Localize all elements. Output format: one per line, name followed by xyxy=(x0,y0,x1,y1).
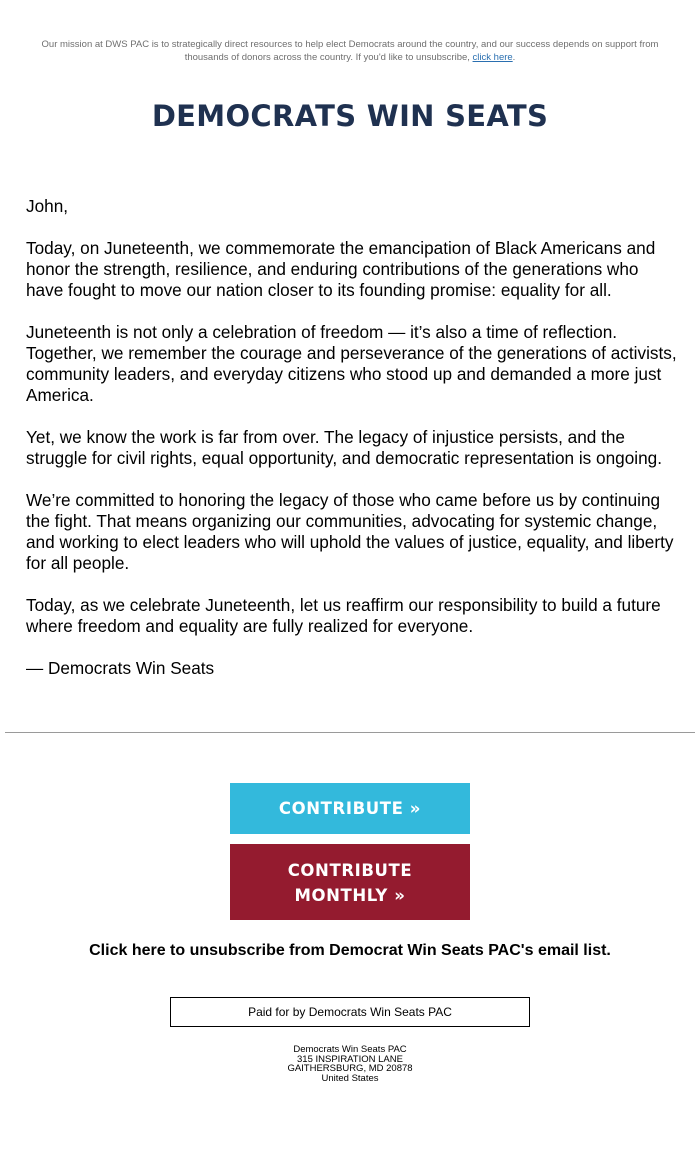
unsubscribe-footer-link[interactable]: Click here to unsubscribe from Democrat Win Seats PAC's email list. xyxy=(89,942,611,959)
address-line-2: 315 INSPIRATION LANE xyxy=(297,1053,403,1065)
paragraph-4: We’re committed to honoring the legacy of those who came before us by continuing the fight. That means organizing our communities, advocating for systemic change, and working to elect leaders who will uphold the values of justice, equality, and liberty for all people. xyxy=(26,490,674,573)
greeting: John, xyxy=(26,196,69,216)
preheader-trailing: . xyxy=(512,52,516,63)
address-line-1: Democrats Win Seats PAC xyxy=(293,1044,407,1055)
address-line-3: GAITHERSBURG, MD 20878 xyxy=(287,1063,413,1074)
contribute-monthly-label-line2: MONTHLY » xyxy=(294,886,406,905)
logo: DEMOCRATS WIN SEATS xyxy=(151,99,549,133)
divider xyxy=(5,732,695,733)
signature: — Democrats Win Seats xyxy=(26,658,215,678)
contribute-button[interactable]: CONTRIBUTE » xyxy=(230,783,470,834)
paid-for-box: Paid for by Democrats Win Seats PAC xyxy=(170,997,530,1027)
paragraph-2: Juneteenth is not only a celebration of freedom — it’s also a time of reflection. Together, we remember the courage and perseverance of the generations of activists, community leaders, and everyday citizens who stood up and demanded a more just America. xyxy=(26,322,677,405)
address-line-4: United States xyxy=(321,1072,379,1084)
preheader-text xyxy=(40,38,660,64)
mailing-address xyxy=(0,1045,700,1083)
paragraph-3: Yet, we know the work is far from over. The legacy of injustice persists, and the struggle for civil rights, equal opportunity, and democratic representation is ongoing. xyxy=(26,427,662,468)
paragraph-1: Today, on Juneteenth, we commemorate the emancipation of Black Americans and honor the strength, resilience, and enduring contributions of the generations who have fought to move our nation closer to its founding promise: equality for all. xyxy=(26,238,656,300)
contribute-monthly-button[interactable] xyxy=(230,844,470,920)
unsubscribe-link[interactable]: click here xyxy=(472,52,513,63)
letter-body xyxy=(26,196,678,700)
preheader-message: Our mission at DWS PAC is to strategically direct resources to help elect Democrats around the country, and our success depends on support from thousands of donors across the country. If you'd like to unsubscribe, xyxy=(41,39,659,63)
contribute-monthly-label-line1: CONTRIBUTE xyxy=(287,861,413,880)
paragraph-5: Today, as we celebrate Juneteenth, let us reaffirm our responsibility to build a future where freedom and equality are fully realized for everyone. xyxy=(26,595,661,636)
